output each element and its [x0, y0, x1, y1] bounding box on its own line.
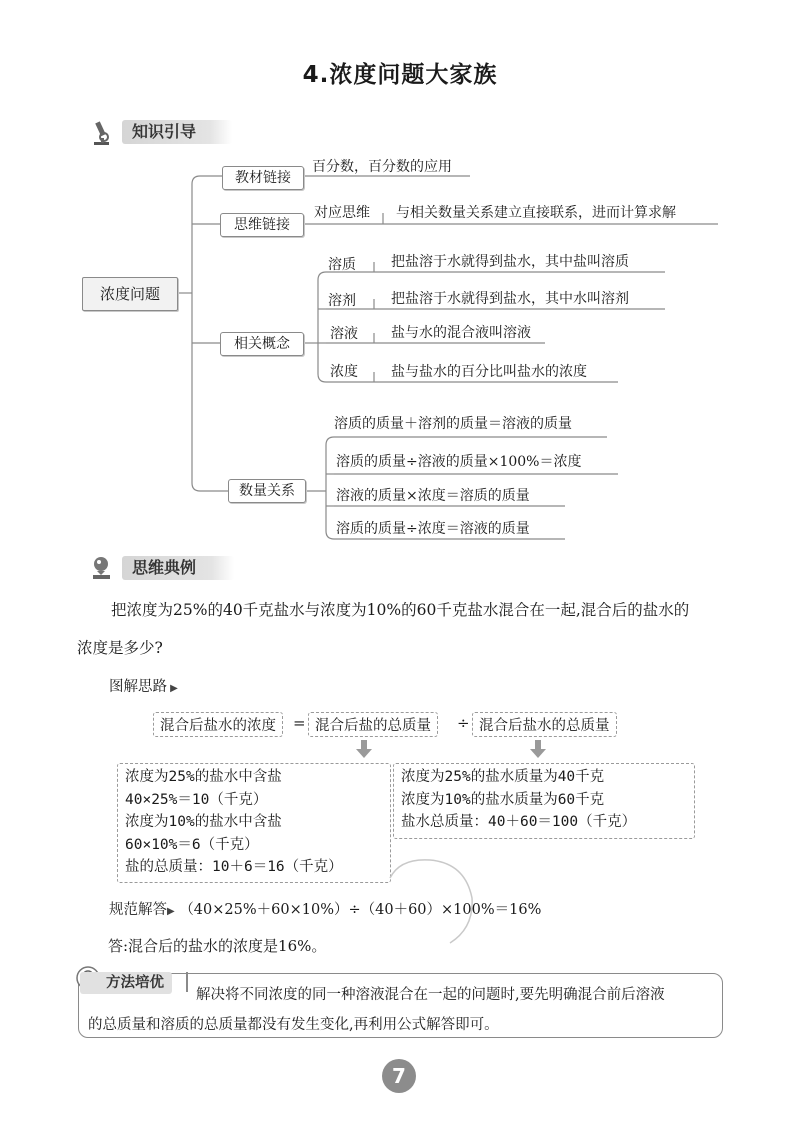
calc-line: 浓度为25%的盐水中含盐 — [125, 769, 282, 785]
branch-textbook-link: 教材链接 — [222, 166, 304, 190]
concept-desc: 盐与水的混合液叫溶液 — [391, 325, 531, 341]
concept-desc: 盐与盐水的百分比叫盐水的浓度 — [391, 364, 587, 380]
concept-desc: 把盐溶于水就得到盐水，其中盐叫溶质 — [391, 254, 629, 270]
section-method: 方法培优 — [80, 972, 172, 994]
branch-thinking-text: 与相关数量关系建立直接联系，进而计算求解 — [396, 205, 676, 221]
solution-formula: （40×25%＋60×10%）÷（40＋60）×100%＝16% — [179, 902, 542, 918]
calc-line: 浓度为25%的盐水质量为40千克 — [401, 769, 605, 785]
branch-thinking-link: 思维链接 — [220, 213, 304, 237]
branch-quantity-relations: 数量关系 — [228, 479, 306, 503]
branch-thinking-sub: 对应思维 — [314, 205, 370, 221]
problem-line2: 浓度是多少? — [77, 639, 163, 657]
branch-concepts: 相关概念 — [220, 332, 304, 356]
triangle-right-icon: ▶ — [167, 683, 178, 694]
formula-item: 溶质的质量＋溶剂的质量＝溶液的质量 — [334, 416, 572, 432]
formula-concentration: 混合后盐水的浓度 — [153, 712, 283, 737]
calc-line: 浓度为10%的盐水中含盐 — [125, 814, 282, 830]
formula-item: 溶质的质量÷溶液的质量×100%＝浓度 — [336, 454, 582, 470]
concept-term: 溶质 — [328, 257, 356, 273]
formula-item: 溶液的质量×浓度＝溶质的质量 — [336, 488, 530, 504]
method-line2: 的总质量和溶质的总质量都没有发生变化,再利用公式解答即可。 — [88, 1017, 499, 1033]
divider — [186, 972, 188, 992]
formula-item: 溶质的质量÷浓度＝溶液的质量 — [336, 521, 530, 537]
calc-line: 盐水总质量：40＋60＝100（千克） — [401, 814, 637, 830]
solution-row — [109, 898, 541, 919]
diagram-label-text: 图解思路 — [109, 679, 167, 695]
page-title: 4.浓度问题大家族 — [302, 62, 498, 88]
page-number: 7 — [382, 1059, 416, 1093]
answer-text: 答:混合后的盐水的浓度是16%。 — [108, 937, 327, 955]
calc-line: 浓度为10%的盐水质量为60千克 — [401, 791, 605, 808]
concept-term: 浓度 — [330, 364, 358, 380]
branch-textbook-text: 百分数，百分数的应用 — [312, 159, 452, 175]
formula-total-salt: 混合后盐的总质量 — [308, 712, 438, 737]
problem-line1: 把浓度为25%的40千克盐水与浓度为10%的60千克盐水混合在一起,混合后的盐水的 — [111, 601, 690, 619]
formula-total-saltwater: 混合后盐水的总质量 — [472, 712, 617, 737]
section-example: 思维典例 — [122, 556, 234, 580]
formula-equals: = — [293, 714, 306, 732]
concept-term: 溶液 — [330, 326, 358, 342]
calc-line: 60×10%＝6（千克） — [125, 836, 259, 853]
calc-line: 盐的总质量：10＋6＝16（千克） — [125, 859, 343, 875]
mindmap-root: 浓度问题 — [82, 277, 178, 311]
triangle-right-icon: ▶ — [167, 906, 175, 917]
section-knowledge: 知识引导 — [122, 120, 232, 144]
method-line1: 解决将不同浓度的同一种溶液混合在一起的问题时,要先明确混合前后溶液 — [196, 987, 665, 1003]
left-calc-box — [117, 763, 391, 883]
right-calc-box — [393, 763, 695, 839]
concept-desc: 把盐溶于水就得到盐水，其中水叫溶剂 — [391, 291, 629, 307]
calc-line: 40×25%＝10（千克） — [125, 791, 268, 808]
concept-term: 溶剂 — [328, 293, 356, 309]
solution-label: 规范解答 — [109, 902, 167, 918]
formula-divide: ÷ — [457, 714, 470, 732]
